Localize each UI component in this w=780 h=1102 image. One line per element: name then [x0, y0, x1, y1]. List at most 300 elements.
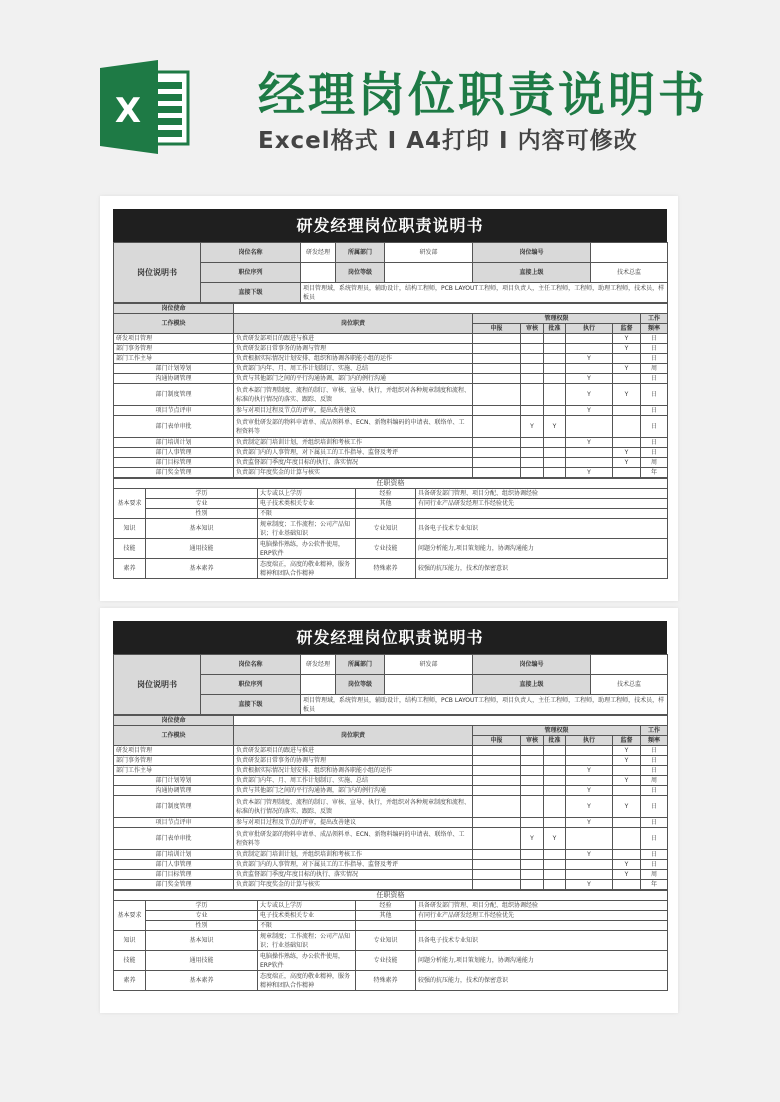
document-title: 研发经理岗位职责说明书	[113, 621, 667, 654]
work-module: 部门计划筹划	[114, 364, 234, 374]
duty-row	[114, 818, 668, 828]
cell: 较强的抗压能力，技术的保密意识	[416, 971, 668, 991]
authority-mark	[566, 344, 613, 354]
authority-mark	[473, 870, 521, 880]
cell: 其他	[356, 911, 416, 921]
authority-mark	[566, 756, 613, 766]
work-module: 部门事务管理	[114, 756, 234, 766]
cell: 有同行业产品研发经理工作经验优先	[416, 911, 668, 921]
authority-mark: Y	[566, 438, 613, 448]
cell: 基本要求	[114, 901, 146, 931]
frequency: 日	[641, 796, 668, 818]
mission-value	[234, 304, 668, 314]
cell: 性别	[146, 509, 258, 519]
duty-row	[114, 870, 668, 880]
cell: 基本素养	[146, 971, 258, 991]
cell: 专业技能	[356, 539, 416, 559]
authority-mark	[521, 406, 544, 416]
authority-mark	[473, 458, 521, 468]
authority-mark	[473, 416, 521, 438]
duty-row	[114, 796, 668, 818]
frequency: 日	[641, 354, 668, 364]
cell: 特殊素养	[356, 559, 416, 579]
authority-mark: Y	[613, 870, 641, 880]
cell: 工作	[641, 726, 668, 736]
cell: 问题分析能力,项目策划能力，协调沟通能力	[416, 951, 668, 971]
authority-mark	[613, 416, 641, 438]
cell: 批准	[544, 324, 566, 334]
authority-mark	[544, 374, 566, 384]
qualification-title: 任职资格	[114, 891, 668, 901]
authority-mark	[473, 786, 521, 796]
document-page-2	[100, 608, 678, 1013]
cell	[591, 655, 668, 675]
duty-row	[114, 344, 668, 354]
duty-row	[114, 756, 668, 766]
cell: 岗位编号	[473, 243, 591, 263]
cell: 岗位编号	[473, 655, 591, 675]
authority-mark	[566, 334, 613, 344]
frequency: 日	[641, 448, 668, 458]
authority-mark	[544, 880, 566, 890]
duty: 参与对项目过程及节点的评审，提出改善建议	[234, 406, 473, 416]
frequency: 年	[641, 468, 668, 478]
authority-mark: Y	[613, 344, 641, 354]
work-module: 部门目标管理	[114, 458, 234, 468]
cell	[301, 675, 336, 695]
cell: 岗位名称	[201, 243, 301, 263]
authority-mark	[473, 364, 521, 374]
cell: 专业	[146, 499, 258, 509]
frequency: 日	[641, 786, 668, 796]
authority-mark	[613, 438, 641, 448]
duty: 负责研发部项目的跟进与推进	[234, 746, 473, 756]
authority-mark: Y	[566, 374, 613, 384]
authority-mark	[613, 850, 641, 860]
authority-mark	[521, 766, 544, 776]
work-module: 部门工作主导	[114, 766, 234, 776]
work-module: 项目节点评审	[114, 818, 234, 828]
authority-mark: Y	[566, 406, 613, 416]
work-module: 沟通协调管理	[114, 374, 234, 384]
duty-row	[114, 860, 668, 870]
cell: 不限	[258, 509, 356, 519]
frequency: 年	[641, 880, 668, 890]
cell: 具备研发部门管理、项目分配、组织协调经验	[416, 489, 668, 499]
authority-mark	[566, 776, 613, 786]
qualification-table	[113, 478, 668, 579]
authority-mark	[544, 860, 566, 870]
authority-mark	[521, 756, 544, 766]
authority-mark	[521, 796, 544, 818]
authority-mark	[473, 468, 521, 478]
cell: 基本要求	[114, 489, 146, 519]
qualification-title: 任职资格	[114, 479, 668, 489]
authority-mark	[544, 344, 566, 354]
duty: 负责审批研发部的物料申请单、成品领料单、ECN、新物料编码的申请表、联络单、工程资料等	[234, 416, 473, 438]
cell: 通用技能	[146, 539, 258, 559]
cell: 频率	[641, 324, 668, 334]
cell: 素养	[114, 559, 146, 579]
duty-row	[114, 416, 668, 438]
cell: 具备电子技术专业知识	[416, 931, 668, 951]
cell: 岗位职责	[234, 726, 473, 746]
subordinates: 项目管理域，系统管理员，辅助设计，结构工程师，PCB LAYOUT工程师，项目负责人，主任工程师，工程师，助理工程师，技术员，样板员	[301, 695, 668, 715]
cell: 态度端正，高度的敬业精神，服务精神和团队合作精神	[258, 971, 356, 991]
cell: 批准	[544, 736, 566, 746]
frequency: 日	[641, 766, 668, 776]
duty: 负责制定部门培训计划，并组织培训和考核工作	[234, 850, 473, 860]
cell: 规章制度；工作流程；公司产品知识；行业基础知识	[258, 931, 356, 951]
duty: 负责部门年度奖金的计算与核实	[234, 880, 473, 890]
authority-mark	[521, 880, 544, 890]
authority-mark	[613, 880, 641, 890]
authority-mark	[473, 756, 521, 766]
cell: 工作模块	[114, 314, 234, 334]
duty: 负责根据实际情况计划安排、组织和协调各职能小组的运作	[234, 766, 473, 776]
frequency: 日	[641, 756, 668, 766]
frequency: 周	[641, 364, 668, 374]
authority-mark: Y	[613, 458, 641, 468]
authority-mark	[544, 354, 566, 364]
cell: 学历	[146, 489, 258, 499]
authority-mark: Y	[544, 416, 566, 438]
frequency: 日	[641, 828, 668, 850]
authority-mark	[544, 468, 566, 478]
authority-mark: Y	[613, 334, 641, 344]
cell	[416, 921, 668, 931]
authority-mark	[566, 364, 613, 374]
work-module: 项目节点评审	[114, 406, 234, 416]
duty: 负责研发部日常事务的协调与管理	[234, 344, 473, 354]
authority-mark	[566, 458, 613, 468]
duty-row	[114, 828, 668, 850]
authority-mark	[566, 870, 613, 880]
cell: 管理权限	[473, 726, 641, 736]
authority-mark	[521, 786, 544, 796]
work-module: 部门奖金管理	[114, 468, 234, 478]
cell: 管理权限	[473, 314, 641, 324]
authority-mark	[521, 776, 544, 786]
authority-mark	[473, 354, 521, 364]
authority-mark: Y	[613, 448, 641, 458]
cell: 不限	[258, 921, 356, 931]
duty-row	[114, 384, 668, 406]
cell: 岗位名称	[201, 655, 301, 675]
cell: 审核	[521, 736, 544, 746]
duty: 负责与其他部门之间的平行沟通协调，部门内的例行沟通	[234, 786, 473, 796]
frequency: 周	[641, 458, 668, 468]
duty: 负责部门内年、月、周工作计划制订、实施、总结	[234, 364, 473, 374]
duty: 负责本部门管理制度、流程的制订、审核、宣导、执行，并组织对各种规章制度和流程、标准的执行情况的落实、跟踪、反馈	[234, 384, 473, 406]
authority-mark	[473, 334, 521, 344]
mission-label: 岗位使命	[114, 304, 234, 314]
cell: 学历	[146, 901, 258, 911]
authority-mark	[521, 468, 544, 478]
authority-mark	[473, 438, 521, 448]
work-module: 部门培训计划	[114, 850, 234, 860]
cell: 经验	[356, 489, 416, 499]
authority-mark	[473, 880, 521, 890]
authority-mark	[473, 796, 521, 818]
authority-mark	[473, 850, 521, 860]
authority-mark	[473, 448, 521, 458]
work-module: 部门培训计划	[114, 438, 234, 448]
duty-row	[114, 406, 668, 416]
authority-mark	[566, 860, 613, 870]
authority-mark	[613, 468, 641, 478]
cell: 态度端正，高度的敬业精神，服务精神和团队合作精神	[258, 559, 356, 579]
cell: 岗位职责	[234, 314, 473, 334]
authority-mark	[544, 776, 566, 786]
work-module: 部门制度管理	[114, 384, 234, 406]
cell: 基本素养	[146, 559, 258, 579]
cell: 规章制度；工作流程；公司产品知识；行业基础知识	[258, 519, 356, 539]
cell: 申报	[473, 736, 521, 746]
authority-mark	[521, 850, 544, 860]
duty-row	[114, 334, 668, 344]
cell: 大专或以上学历	[258, 489, 356, 499]
duty: 负责研发部日常事务的协调与管理	[234, 756, 473, 766]
cell	[416, 509, 668, 519]
authority-mark	[521, 448, 544, 458]
cell: 通用技能	[146, 951, 258, 971]
frequency: 周	[641, 776, 668, 786]
cell: 频率	[641, 736, 668, 746]
cell: 技术总监	[591, 675, 668, 695]
cell	[301, 263, 336, 283]
duty: 负责部门内的人事管理，对下属员工的工作指导、监督及考评	[234, 860, 473, 870]
duty: 负责监督部门季度/年度目标的执行、落实情况	[234, 458, 473, 468]
cell: 直接上级	[473, 263, 591, 283]
cell: 职位序列	[201, 675, 301, 695]
work-module: 部门表单审批	[114, 828, 234, 850]
cell: 专业	[146, 911, 258, 921]
duty-row	[114, 746, 668, 756]
cell: 技能	[114, 951, 146, 971]
duty-row	[114, 364, 668, 374]
cell: 研发部	[385, 243, 473, 263]
cell: 具备电子技术专业知识	[416, 519, 668, 539]
duty: 负责审批研发部的物料申请单、成品领料单、ECN、新物料编码的申请表、联络单、工程资料等	[234, 828, 473, 850]
duty-row	[114, 458, 668, 468]
authority-mark: Y	[544, 828, 566, 850]
cell: 岗位等级	[336, 675, 385, 695]
cell: 研发经理	[301, 243, 336, 263]
cell: 工作模块	[114, 726, 234, 746]
authority-mark: Y	[521, 828, 544, 850]
header-table	[113, 242, 668, 303]
authority-mark	[473, 860, 521, 870]
authority-mark	[544, 448, 566, 458]
duties-table	[113, 715, 668, 890]
authority-mark	[544, 796, 566, 818]
authority-mark	[521, 374, 544, 384]
frequency: 日	[641, 860, 668, 870]
authority-mark	[473, 374, 521, 384]
cell: 专业技能	[356, 951, 416, 971]
duty-row	[114, 354, 668, 364]
authority-mark	[473, 818, 521, 828]
frequency: 日	[641, 746, 668, 756]
authority-mark	[544, 756, 566, 766]
cell: 直接上级	[473, 675, 591, 695]
authority-mark: Y	[566, 880, 613, 890]
duty: 负责部门年度奖金的计算与核实	[234, 468, 473, 478]
cell: 素养	[114, 971, 146, 991]
work-module: 部门计划筹划	[114, 776, 234, 786]
authority-mark: Y	[566, 786, 613, 796]
cell	[385, 263, 473, 283]
cell: 研发部	[385, 655, 473, 675]
duty: 负责部门内年、月、周工作计划制订、实施、总结	[234, 776, 473, 786]
authority-mark	[521, 344, 544, 354]
authority-mark	[473, 406, 521, 416]
authority-mark: Y	[613, 756, 641, 766]
cell: 电子技术类相关专业	[258, 911, 356, 921]
qualification-table	[113, 890, 668, 991]
cell	[356, 921, 416, 931]
authority-mark	[544, 850, 566, 860]
duty-row	[114, 374, 668, 384]
frequency: 日	[641, 384, 668, 406]
authority-mark: Y	[566, 766, 613, 776]
header-label: 岗位说明书	[114, 243, 201, 303]
authority-mark	[544, 458, 566, 468]
cell: 申报	[473, 324, 521, 334]
cell: 有同行业产品研发经理工作经验优先	[416, 499, 668, 509]
authority-mark	[521, 818, 544, 828]
header-table	[113, 654, 668, 715]
frequency: 日	[641, 334, 668, 344]
authority-mark	[521, 438, 544, 448]
cell: 特殊素养	[356, 971, 416, 991]
cell: 专业知识	[356, 519, 416, 539]
cell: 执行	[566, 736, 613, 746]
authority-mark: Y	[566, 796, 613, 818]
duty: 负责部门内的人事管理，对下属员工的工作指导、监督及考评	[234, 448, 473, 458]
cell: 工作	[641, 314, 668, 324]
authority-mark	[566, 828, 613, 850]
work-module: 部门目标管理	[114, 870, 234, 880]
cell: 知识	[114, 519, 146, 539]
banner-subtitle: Excel格式 I A4打印 I 内容可修改	[258, 128, 638, 154]
cell: 电脑操作熟练，办公软件使用，ERP软件	[258, 539, 356, 559]
cell: 经验	[356, 901, 416, 911]
cell: 基本知识	[146, 931, 258, 951]
cell: 其他	[356, 499, 416, 509]
svg-text:X: X	[114, 91, 142, 131]
cell: 执行	[566, 324, 613, 334]
authority-mark	[613, 786, 641, 796]
frequency: 日	[641, 438, 668, 448]
authority-mark	[544, 786, 566, 796]
authority-mark	[613, 766, 641, 776]
header-label: 岗位说明书	[114, 655, 201, 715]
cell: 大专或以上学历	[258, 901, 356, 911]
authority-mark: Y	[613, 860, 641, 870]
cell: 具备研发部门管理、项目分配、组织协调经验	[416, 901, 668, 911]
frequency: 日	[641, 406, 668, 416]
duties-table	[113, 303, 668, 478]
work-module: 部门表单审批	[114, 416, 234, 438]
cell: 监督	[613, 736, 641, 746]
authority-mark: Y	[613, 384, 641, 406]
duty-row	[114, 850, 668, 860]
cell: 技能	[114, 539, 146, 559]
mission-value	[234, 716, 668, 726]
frequency: 日	[641, 416, 668, 438]
work-module: 沟通协调管理	[114, 786, 234, 796]
duty: 负责制定部门培训计划，并组织培训和考核工作	[234, 438, 473, 448]
authority-mark	[544, 870, 566, 880]
authority-mark	[521, 458, 544, 468]
cell: 较强的抗压能力，技术的保密意识	[416, 559, 668, 579]
duty: 负责研发部项目的跟进与推进	[234, 334, 473, 344]
authority-mark	[521, 860, 544, 870]
work-module: 研发项目管理	[114, 334, 234, 344]
authority-mark: Y	[613, 746, 641, 756]
cell: 电子技术类相关专业	[258, 499, 356, 509]
work-module: 研发项目管理	[114, 746, 234, 756]
duty: 负责根据实际情况计划安排、组织和协调各职能小组的运作	[234, 354, 473, 364]
duty: 负责与其他部门之间的平行沟通协调，部门内的例行沟通	[234, 374, 473, 384]
cell	[356, 509, 416, 519]
work-module: 部门奖金管理	[114, 880, 234, 890]
cell: 岗位等级	[336, 263, 385, 283]
cell: 所属部门	[336, 655, 385, 675]
authority-mark	[473, 766, 521, 776]
authority-mark	[544, 746, 566, 756]
authority-mark: Y	[566, 384, 613, 406]
work-module: 部门人事管理	[114, 448, 234, 458]
authority-mark	[613, 406, 641, 416]
cell: 直接下级	[201, 695, 301, 715]
excel-logo-icon	[100, 60, 190, 154]
document-title: 研发经理岗位职责说明书	[113, 209, 667, 242]
duty: 负责本部门管理制度、流程的制订、审核、宣导、执行，并组织对各种规章制度和流程、标准的执行情况的落实、跟踪、反馈	[234, 796, 473, 818]
cell: 审核	[521, 324, 544, 334]
authority-mark	[521, 334, 544, 344]
duty-row	[114, 448, 668, 458]
cell: 监督	[613, 324, 641, 334]
duty-row	[114, 438, 668, 448]
authority-mark	[521, 746, 544, 756]
authority-mark: Y	[566, 818, 613, 828]
frequency: 日	[641, 850, 668, 860]
document-page-1	[100, 196, 678, 601]
authority-mark	[544, 364, 566, 374]
cell	[591, 243, 668, 263]
cell: 性别	[146, 921, 258, 931]
banner-title: 经理岗位职责说明书	[258, 68, 708, 123]
authority-mark	[521, 870, 544, 880]
work-module: 部门人事管理	[114, 860, 234, 870]
duty-row	[114, 468, 668, 478]
authority-mark	[473, 828, 521, 850]
authority-mark	[521, 364, 544, 374]
authority-mark	[566, 416, 613, 438]
frequency: 日	[641, 374, 668, 384]
authority-mark	[521, 354, 544, 364]
authority-mark	[473, 746, 521, 756]
authority-mark	[544, 766, 566, 776]
duty: 参与对项目过程及节点的评审，提出改善建议	[234, 818, 473, 828]
authority-mark	[544, 406, 566, 416]
cell: 研发经理	[301, 655, 336, 675]
frequency: 日	[641, 344, 668, 354]
cell: 基本知识	[146, 519, 258, 539]
